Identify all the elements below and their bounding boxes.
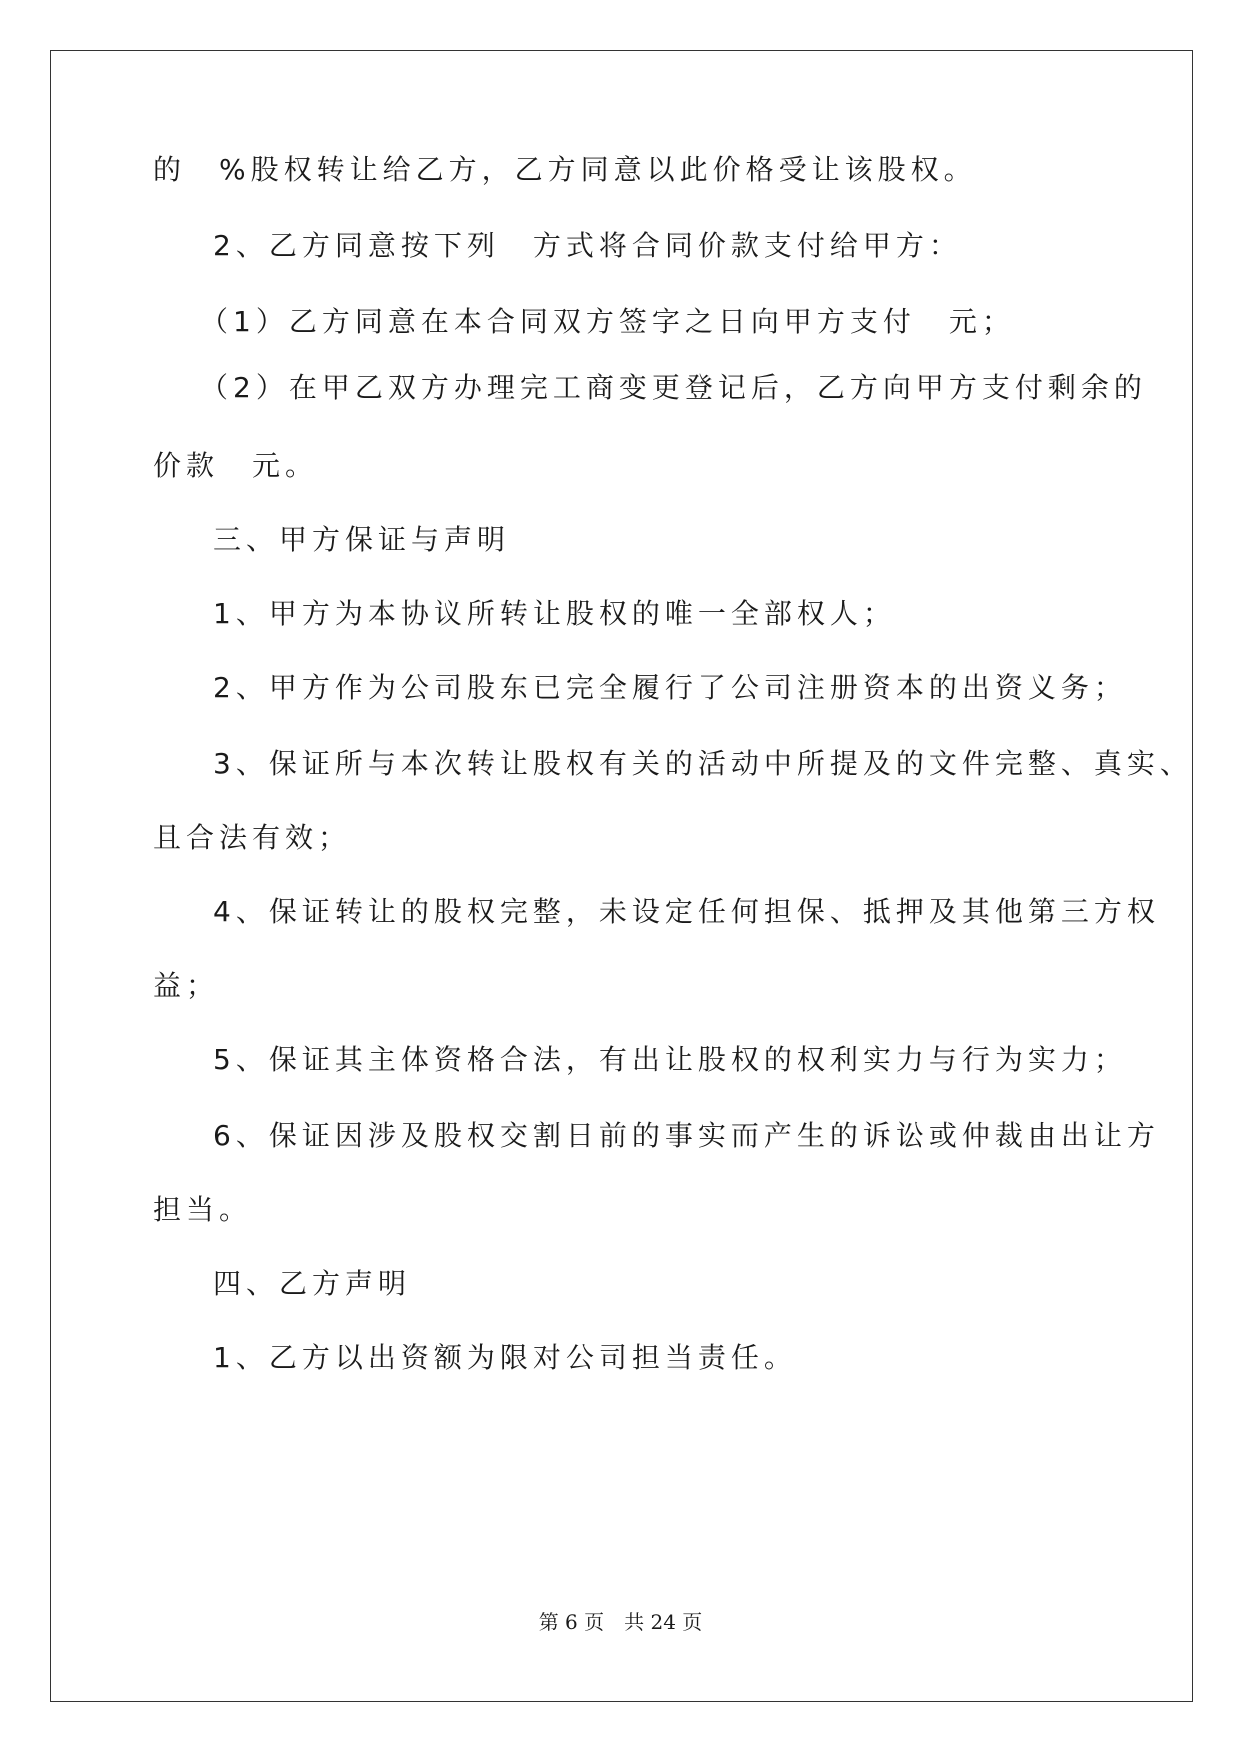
text-line: （1）乙方同意在本合同双方签字之日向甲方支付 元； <box>200 305 1015 338</box>
text-line: 益； <box>153 969 220 1002</box>
text-line: 的 %股权转让给乙方，乙方同意以此价格受让该股权。 <box>153 153 977 186</box>
text-line: 5、保证其主体资格合法，有出让股权的权利实力与行为实力； <box>213 1043 1127 1076</box>
text-line: （2）在甲乙双方办理完工商变更登记后，乙方向甲方支付剩余的 <box>200 371 1147 404</box>
text-line: 2、乙方同意按下列 方式将合同价款支付给甲方： <box>213 229 962 262</box>
text-line: 6、保证因涉及股权交割日前的事实而产生的诉讼或仲裁由出让方 <box>213 1119 1160 1152</box>
text-line: 价款 元。 <box>153 449 319 482</box>
section-heading: 三、甲方保证与声明 <box>213 523 511 556</box>
text-line: 4、保证转让的股权完整，未设定任何担保、抵押及其他第三方权 <box>213 895 1160 928</box>
text-line: 3、保证所与本次转让股权有关的活动中所提及的文件完整、真实、 <box>213 747 1193 780</box>
text-line: 担当。 <box>153 1193 253 1226</box>
text-line: 2、甲方作为公司股东已完全履行了公司注册资本的出资义务； <box>213 671 1127 704</box>
text-line: 1、甲方为本协议所转让股权的唯一全部权人； <box>213 597 896 630</box>
text-line: 1、乙方以出资额为限对公司担当责任。 <box>213 1341 797 1374</box>
section-heading: 四、乙方声明 <box>213 1267 412 1300</box>
page-number-footer: 第 6 页 共 24 页 <box>538 1610 703 1634</box>
text-line: 且合法有效； <box>153 821 352 854</box>
page-border <box>50 50 1193 1702</box>
